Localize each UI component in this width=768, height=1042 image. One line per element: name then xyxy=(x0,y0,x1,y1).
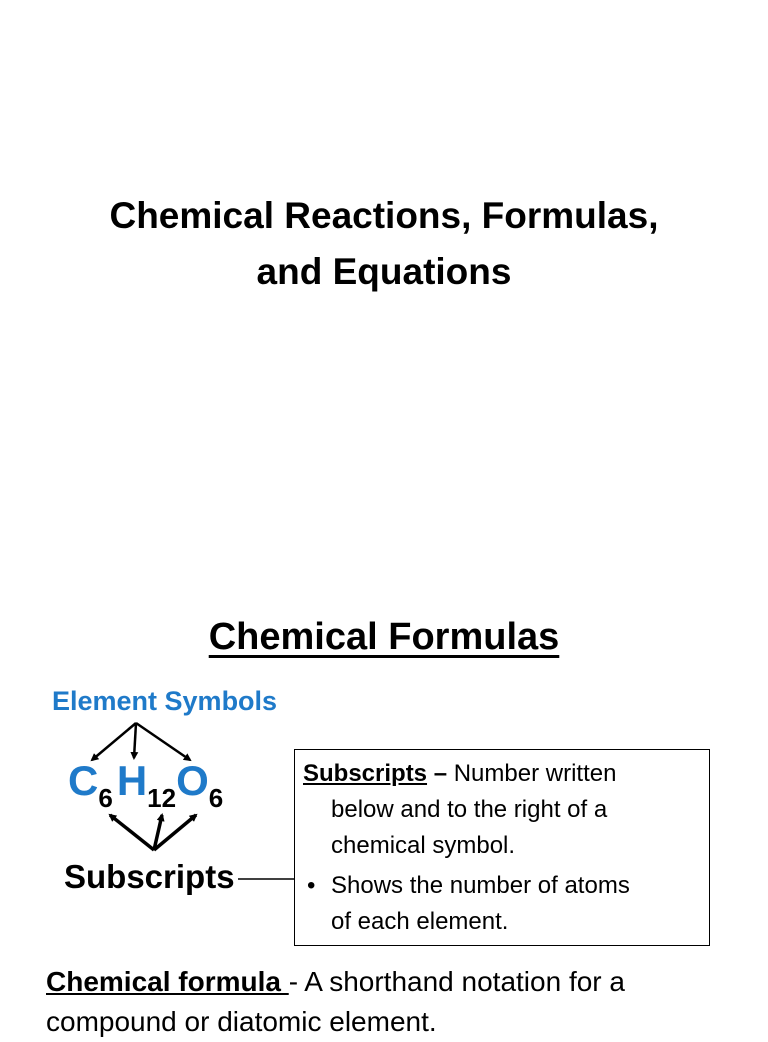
bullet-text-1: Shows the number of atoms xyxy=(331,872,630,899)
arrow-to-c xyxy=(92,723,136,760)
subscripts-label: Subscripts xyxy=(64,858,235,895)
element-symbol-h: H xyxy=(116,757,148,804)
chemical-formula-text: - A shorthand notation for a compound or diatomic element. xyxy=(46,966,625,1037)
chemical-formula xyxy=(68,756,223,811)
subscripts-definition-box xyxy=(294,749,710,946)
chemical-formula-definition xyxy=(46,962,746,1042)
subscript-o: 6 xyxy=(208,783,224,813)
definition-text-1: Number written xyxy=(453,760,617,787)
definition-bullet xyxy=(303,868,699,940)
subscript-c: 6 xyxy=(98,783,113,813)
definition-text-3: chemical symbol. xyxy=(331,832,516,859)
definition-dash: – xyxy=(427,760,454,787)
arrow-to-sub-6a xyxy=(110,815,154,850)
subscript-h: 12 xyxy=(147,783,177,813)
section-title-text: Chemical Formulas xyxy=(208,616,560,658)
definition-term: Subscripts xyxy=(303,760,428,787)
arrow-to-h xyxy=(134,723,136,758)
bullet-text-2: of each element. xyxy=(331,908,509,935)
slide-title-line-2: and Equations xyxy=(256,251,512,292)
definition-text-2: below and to the right of a xyxy=(331,796,608,823)
element-symbol-o: O xyxy=(176,757,209,804)
element-symbol-c: C xyxy=(68,757,99,804)
slide-title-line-1: Chemical Reactions, Formulas, xyxy=(109,195,659,236)
element-symbols-label: Element Symbols xyxy=(52,686,278,716)
bullet-icon: • xyxy=(307,872,316,899)
definition-line-1 xyxy=(303,756,699,792)
arrow-to-o xyxy=(136,723,190,760)
chemical-formula-term: Chemical formula xyxy=(46,966,289,997)
